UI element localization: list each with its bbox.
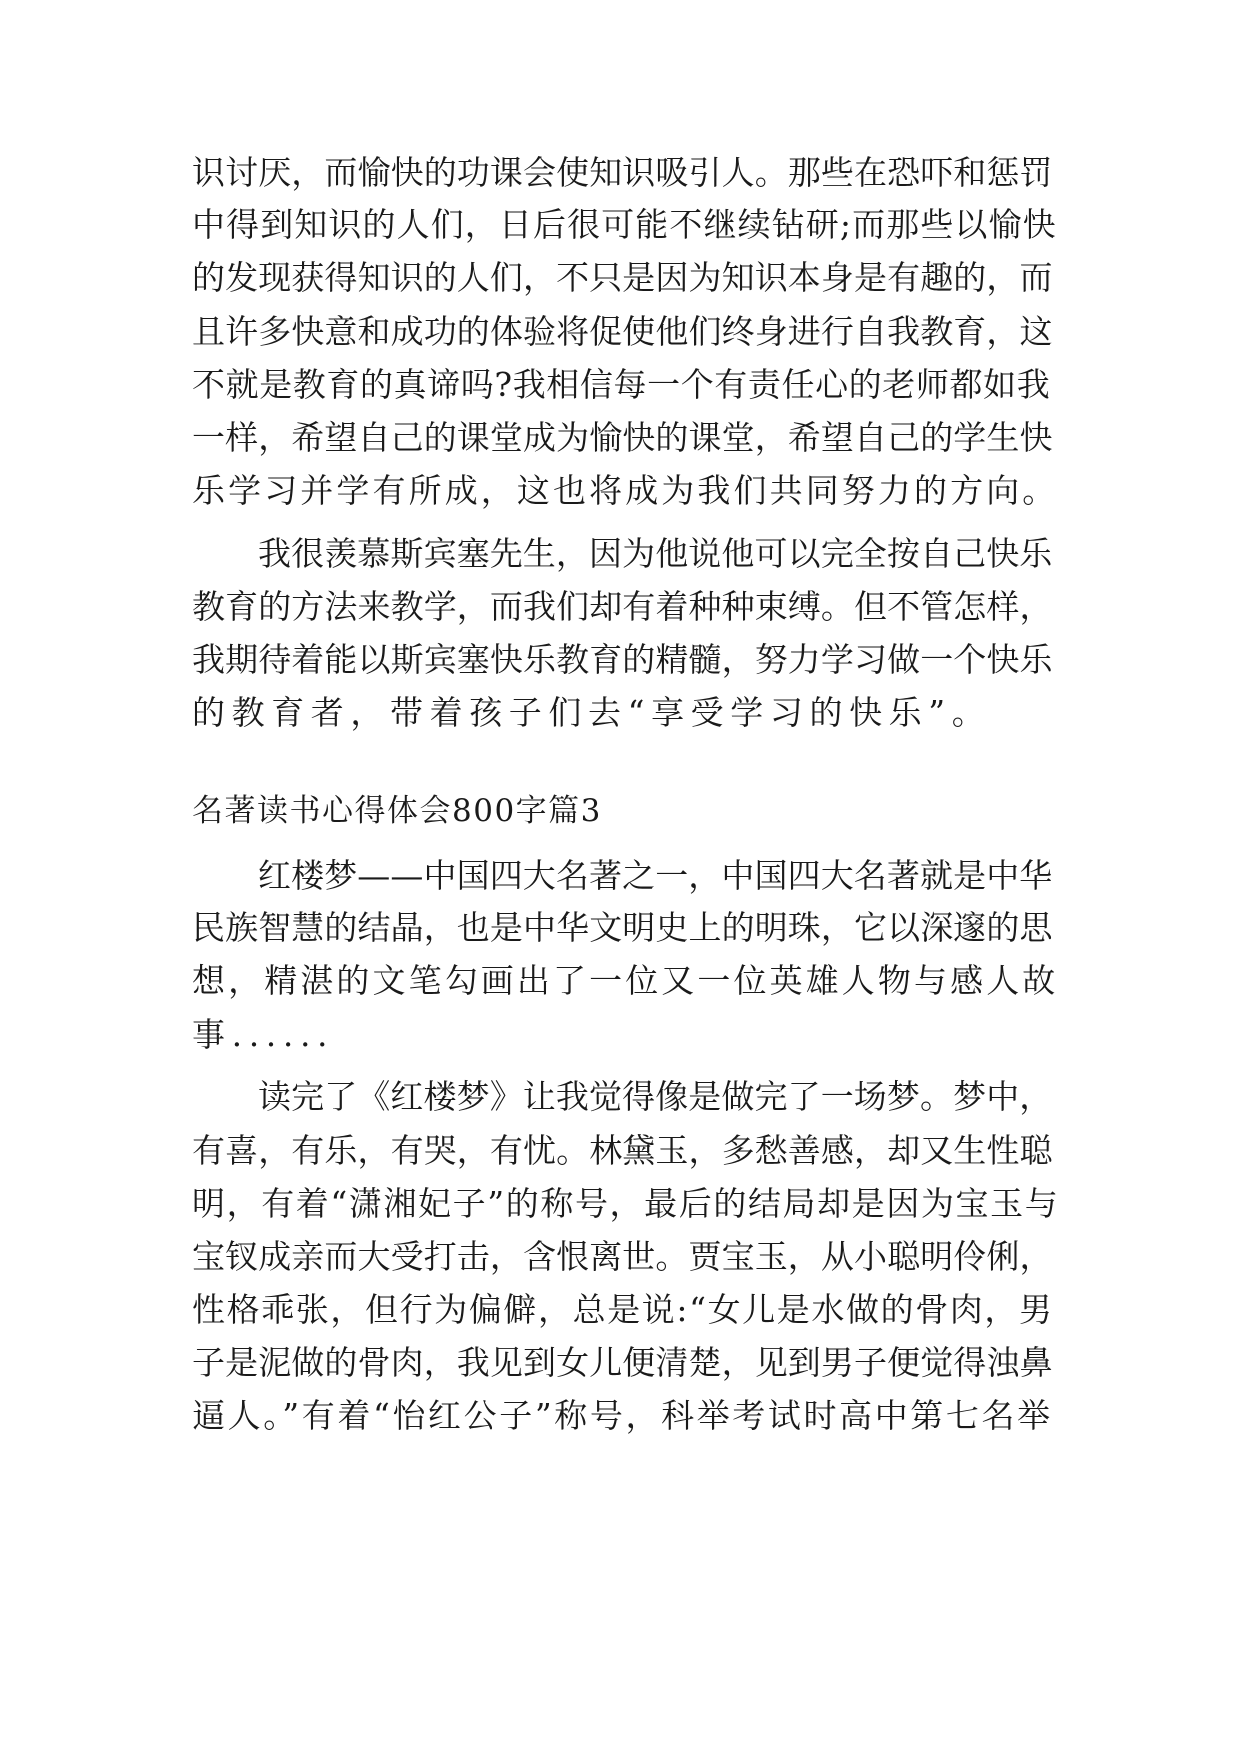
paragraph-2-line-3: 我期待着能以斯宾塞快乐教育的精髓，努力学习做一个快乐 [192, 640, 1053, 679]
paragraph-1-line-3: 的发现获得知识的人们，不只是因为知识本身是有趣的，而 [192, 258, 1053, 297]
paragraph-1-line-2: 中得到知识的人们，日后很可能不继续钻研;而那些以愉快 [192, 205, 1057, 244]
paragraph-1-line-5: 不就是教育的真谛吗?我相信每一个有责任心的老师都如我 [192, 365, 1051, 404]
paragraph-4-line-1: 读完了《红楼梦》让我觉得像是做完了一场梦。梦中， [258, 1077, 1053, 1116]
paragraph-1-line-6: 一样，希望自己的课堂成为愉快的课堂，希望自己的学生快 [192, 418, 1053, 457]
paragraph-2-line-4: 的教育者，带着孩子们去“享受学习的快乐”。 [192, 693, 992, 732]
paragraph-3-line-3: 想，精湛的文笔勾画出了一位又一位英雄人物与感人故 [192, 961, 1059, 1000]
paragraph-1-line-4: 且许多快意和成功的体验将促使他们终身进行自我教育，这 [192, 312, 1053, 351]
paragraph-2-line-1: 我很羡慕斯宾塞先生，因为他说他可以完全按自己快乐 [258, 534, 1053, 573]
paragraph-1-line-1: 识讨厌，而愉快的功课会使知识吸引人。那些在恐吓和惩罚 [192, 153, 1053, 192]
paragraph-1-line-7: 乐学习并学有所成，这也将成为我们共同努力的方向。 [192, 471, 1059, 510]
paragraph-4-line-2: 有喜，有乐，有哭，有忧。林黛玉，多愁善感，却又生性聪 [192, 1131, 1053, 1170]
paragraph-3-line-2: 民族智慧的结晶，也是中华文明史上的明珠，它以深邃的思 [192, 908, 1053, 947]
section-heading: 名著读书心得体会800字篇3 [192, 793, 602, 829]
paragraph-4-line-5: 性格乖张，但行为偏僻，总是说:“女儿是水做的骨肉，男 [192, 1290, 1054, 1329]
paragraph-4-line-3: 明，有着“潇湘妃子”的称号，最后的结局却是因为宝玉与 [192, 1184, 1060, 1223]
paragraph-3-line-1: 红楼梦——中国四大名著之一，中国四大名著就是中华 [258, 856, 1053, 895]
paragraph-4-line-6: 子是泥做的骨肉，我见到女儿便清楚，见到男子便觉得浊鼻 [192, 1343, 1053, 1382]
paragraph-4-line-7: 逼人。”有着“怡红公子”称号，科举考试时高中第七名举 [192, 1396, 1053, 1435]
paragraph-2-line-2: 教育的方法来教学，而我们却有着种种束缚。但不管怎样， [192, 587, 1053, 626]
paragraph-4-line-4: 宝钗成亲而大受打击，含恨离世。贾宝玉，从小聪明伶俐， [192, 1237, 1053, 1276]
paragraph-3-line-4: 事...... [192, 1015, 335, 1054]
